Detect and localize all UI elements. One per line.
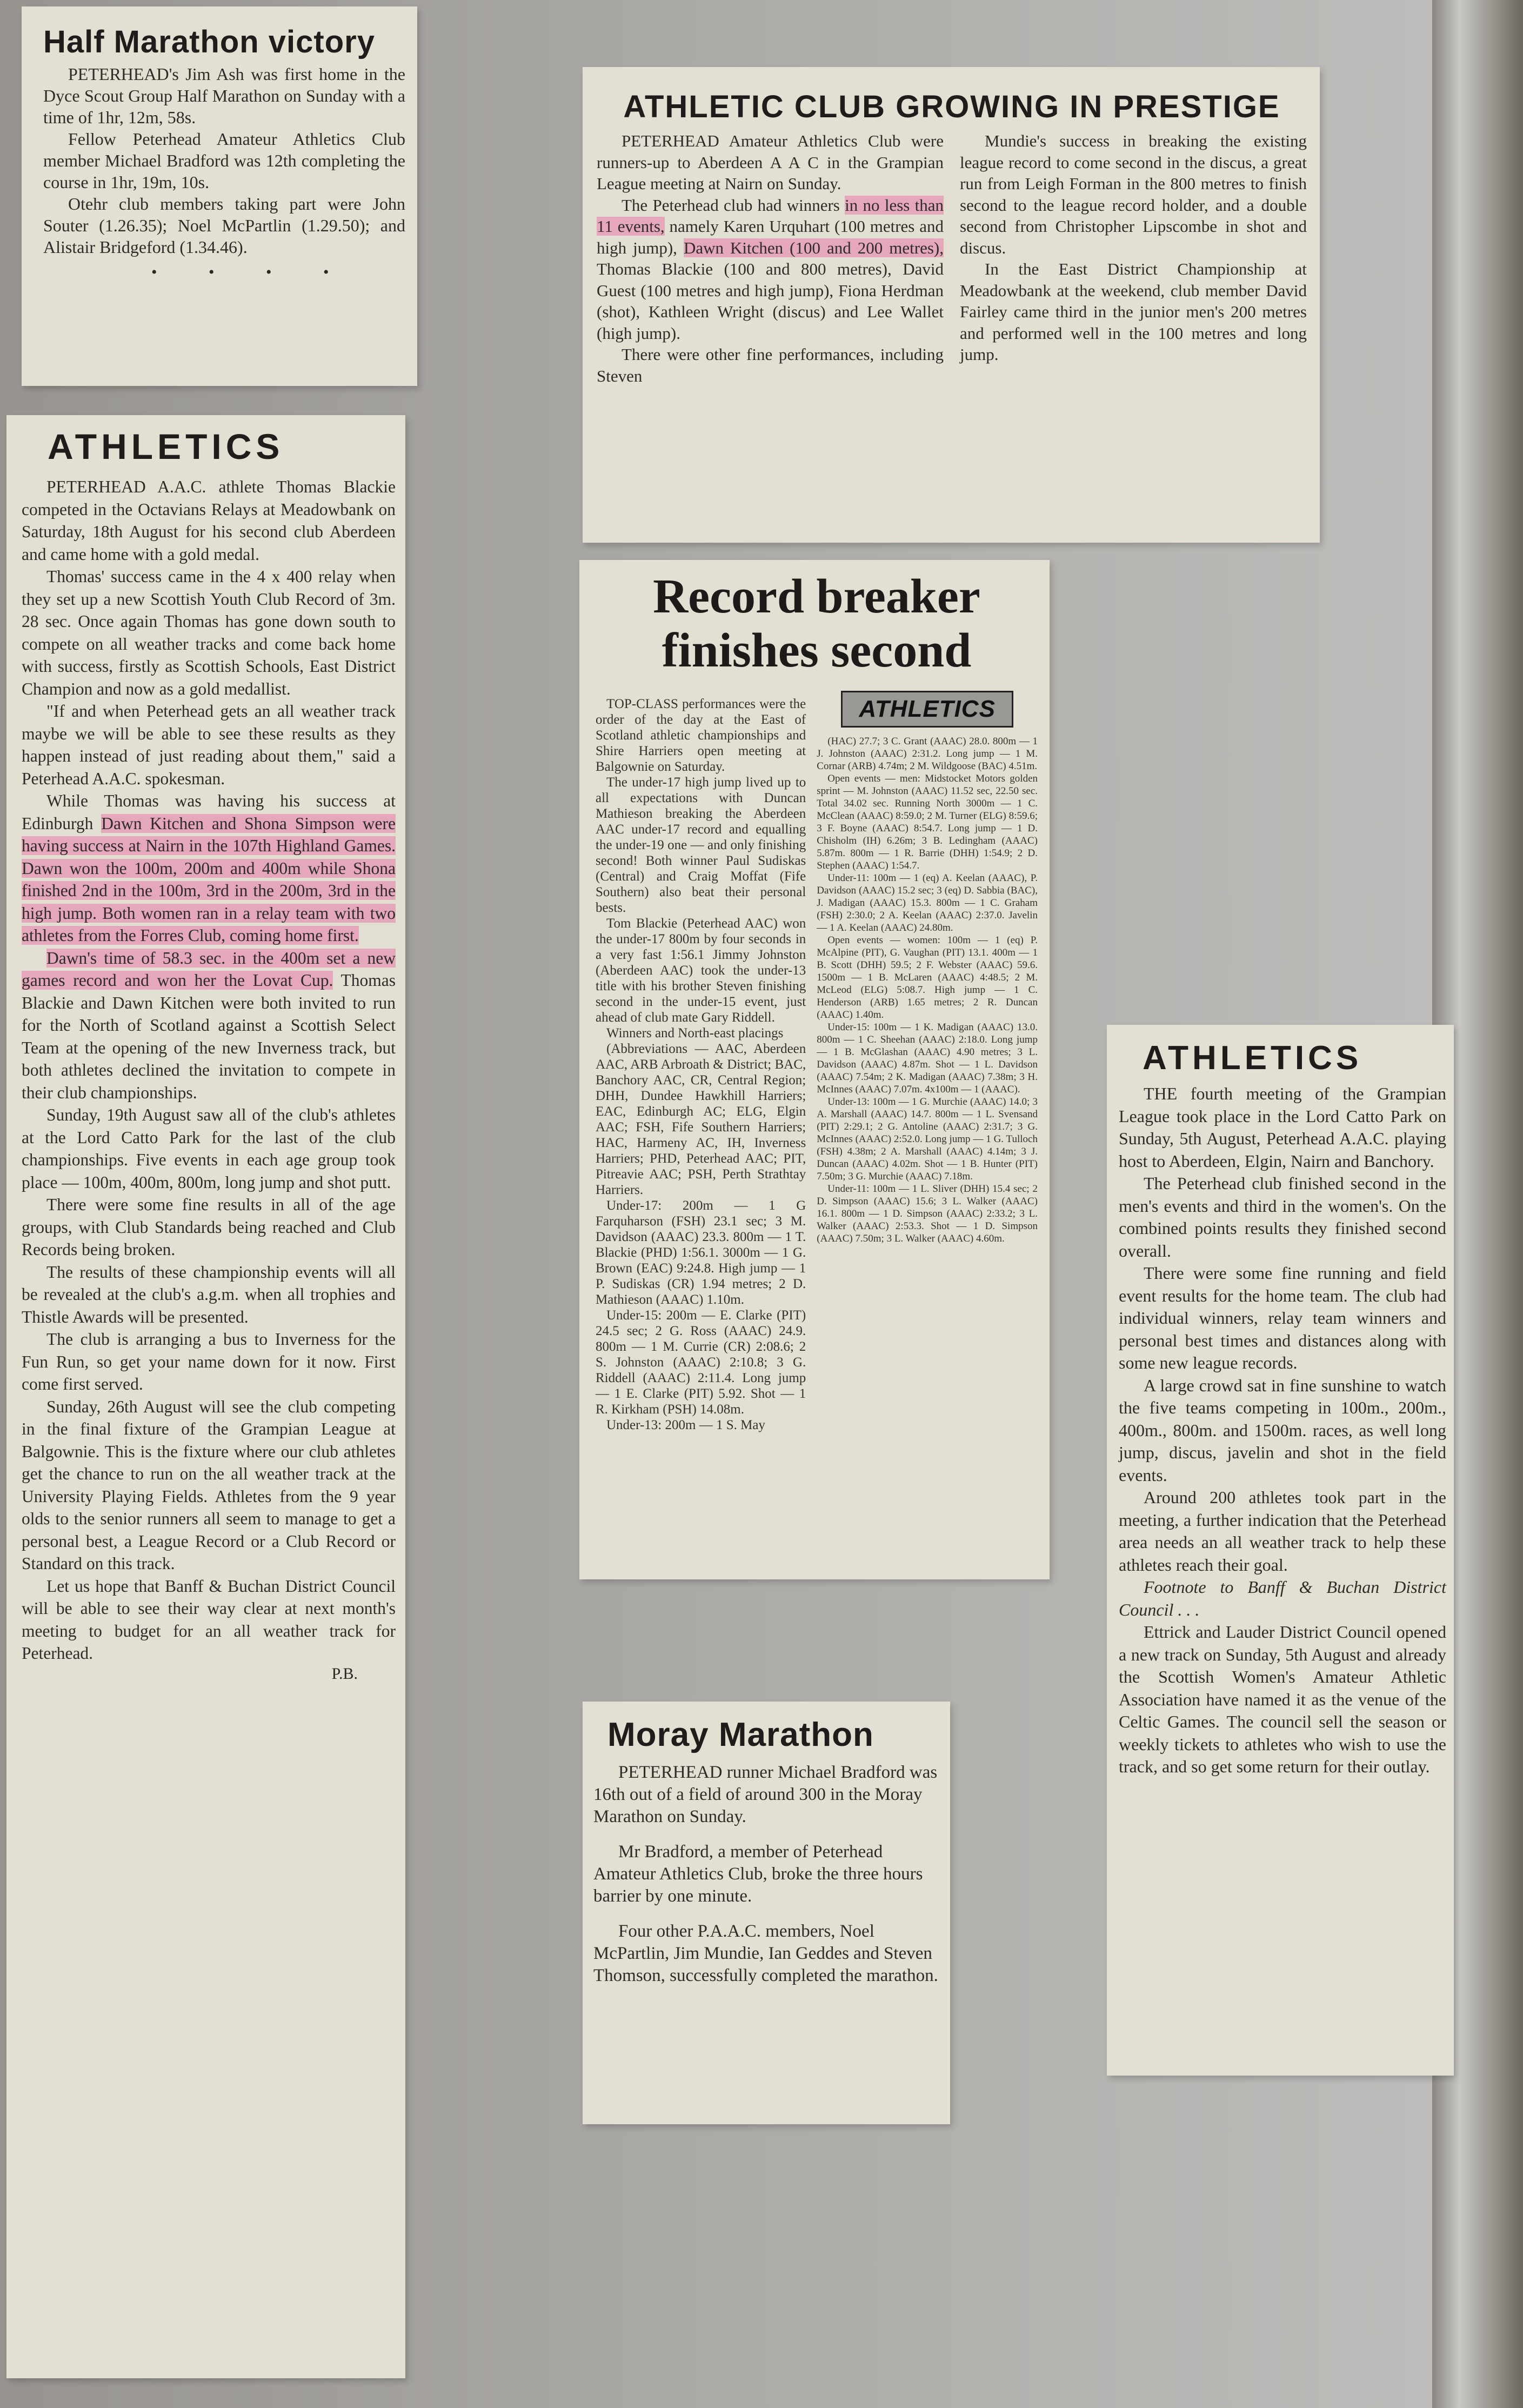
- paragraph: PETERHEAD A.A.C. athlete Thomas Blackie competed in the Octavians Relays at Meadowbank on Saturday, 18th August for his second club Aberdeen and came home with a gold medal.: [22, 477, 396, 564]
- highlighted-text: in no less than 11 events,: [597, 195, 944, 236]
- paragraph: TOP-CLASS performances were the order of the day at the East of Scotland athletic championships and Shire Harriers open meeting at Balgownie on Saturday.: [596, 697, 806, 774]
- paragraph: Under-13: 200m — 1 S. May: [606, 1418, 765, 1432]
- paragraph: There were other fine performances, including Steven: [597, 345, 944, 385]
- paragraph: The Peterhead club finished second in the men's events and third in the women's. On the combined points results they finished second overall.: [1119, 1173, 1446, 1260]
- paragraph: [22, 947, 396, 1104]
- clipping-athletics-left: [6, 415, 405, 2378]
- paragraph: Tom Blackie (Peterhead AAC) won the under-17 800m by four seconds in a very fast 1:56.1 Jimmy Johnston (Aberdeen AAC) took the under-13 title with his brother Steven finishing second in the under-15 event, just ahead of club mate Gary Riddell.: [596, 916, 806, 1025]
- paragraph: "If and when Peterhead gets an all weather track maybe we will be able to see these results as they happen instead of just reading about them," said a Peterhead A.A.C. spokesman.: [22, 702, 396, 788]
- text-run: Thomas Blackie and Dawn Kitchen were both invited to run for the North of Scotland against a Scottish Select Team at the opening of the new Inverness track, but both athletes declined the invitation to compete in their club championships.: [22, 971, 396, 1102]
- text-run: namely Karen Urquhart (100 metres and high jump),: [597, 217, 944, 257]
- paragraph: The results of these championship events will all be revealed at the club's a.g.m. when all trophies and Thistle Awards will be presented.: [22, 1262, 396, 1326]
- paragraph: Footnote to Banff & Buchan District Council . . .: [1119, 1577, 1446, 1619]
- results-list: [817, 735, 1038, 1245]
- paragraph: Under-17: 200m — 1 G Farquharson (FSH) 23.1 sec; 3 M. Davidson (AAAC) 23.3. 800m — 1 T. Blackie (PHD) 1:56.1. 3000m — 1 G. Brown (EAC) 9:24.8. High jump — 1 P. Sudiskas (CR) 1.94 metres; 2 D. Mathieson (AAAC) 1.10m.: [596, 1198, 806, 1307]
- ornament: • • • •: [151, 263, 353, 281]
- athletics-badge: ATHLETICS: [841, 691, 1013, 728]
- paragraph: (HAC) 27.7; 3 C. Grant (AAAC) 28.0. 800m — 1 J. Johnston (AAAC) 2:31.2. Long jump — 1 M. Cornar (ARB) 4.74m; 2 M. Wildgoose (BAC) 4.51m.: [817, 736, 1038, 772]
- paragraph: [22, 790, 396, 947]
- clipping-record-breaker: [579, 560, 1050, 1579]
- clipping-athletics-right: [1107, 1025, 1454, 2076]
- highlighted-text: Dawn's time of 58.3 sec. in the 400m set a new games record and won her the Lovat Cup.: [22, 948, 396, 990]
- paragraph: Open events — women: 100m — 1 (eq) P. McAlpine (PIT), G. Vaughan (PIT) 13.1. 400m — 1 B. Scott (DHH) 59.5; 2 F. Webster (AAAC) 59.6. 1500m — 1 B. McLaren (AAAC) 4:48.5; 2 M. McLeod (ELG) 5:08.7. High jump — 1 C. Henderson (ARB) 1.65 metres; 2 R. Duncan (AAAC) 1.40m.: [817, 935, 1038, 1020]
- headline-moray-marathon: Moray Marathon: [607, 1716, 874, 1753]
- paragraph: Sunday, 19th August saw all of the club's athletes at the Lord Catto Park for the last of the club championships. Five events in each age group took place — 100m, 400m, 800m, long jump and shot putt.: [22, 1105, 396, 1192]
- column-2: [960, 130, 1307, 386]
- signoff: P.B.: [331, 1664, 358, 1683]
- paragraph: THE fourth meeting of the Grampian League took place in the Lord Catto Park on Sunday, 5th August, Peterhead A.A.C. playing host to Aberdeen, Elgin, Nairn and Banchory.: [1119, 1084, 1446, 1171]
- headline-club-growing: ATHLETIC CLUB GROWING IN PRESTIGE: [623, 89, 1280, 124]
- paragraph: Under-15: 100m — 1 K. Madigan (AAAC) 13.0. 800m — 1 C. Sheehan (AAAC) 2:18.0. Long jump — 1 B. McGlashan (AAAC) 4.90 metres; 3 L. Davidson (AAAC) 4.87m. Shot — 1 L. Davidson (AAAC) 7.54m; 2 K. Madigan (AAAC) 7.38m; 3 H. McInnes (AAAC) 7.07m. 4x100m — 1 (AAAC).: [817, 1022, 1038, 1095]
- column-1: [597, 130, 944, 386]
- paragraph: PETERHEAD's Jim Ash was first home in the Dyce Scout Group Half Marathon on Sunday with a time of 1hr, 12m, 58s.: [43, 64, 405, 127]
- column-left: [596, 696, 806, 1433]
- paragraph: Under-15: 200m — E. Clarke (PIT) 24.5 sec; 2 G. Ross (AAAC) 24.9. 800m — 1 M. Currie (CR) 2:08.6; 2 S. Johnston (AAAC) 2:10.8; 3 G. Riddell (AAAC) 2:11.4. Long jump — 1 E. Clarke (PIT) 5.92. Shot — 1 R. Kirkham (PSH) 14.08m.: [596, 1308, 806, 1417]
- text-run: Thomas Blackie (100 and 800 metres), David Guest (100 metres and high jump), Fiona Herdman (shot), Kathleen Wright (discus) and Lee Wallet (high jump).: [597, 259, 944, 343]
- article-athletics-left: [22, 476, 396, 1665]
- highlighted-text: Dawn Kitchen and Shona Simpson were having success at Nairn in the 107th Highland Games. Dawn won the 100m, 200m and 400m while Shona finished 2nd in the 100m, 3rd in the 200m, 3rd in the high jump. Both women ran in a relay team with two athletes from the Forres Club, coming home first.: [22, 813, 396, 945]
- paragraph: Sunday, 26th August will see the club competing in the final fixture of the Grampian League at Balgownie. This is the fixture where our club athletes get the chance to run on the all weather track at the University Playing Fields. Athletes from the 9 year olds to the senior runners all seem to manage to get a personal best, a League Record or a Club Record or Standard on this track.: [22, 1397, 396, 1573]
- paragraph: Let us hope that Banff & Buchan District Council will be able to see their way clear at next month's meeting to budget for an all weather track for Peterhead.: [22, 1576, 396, 1663]
- article-moray-marathon: [593, 1762, 939, 1987]
- column-right: [817, 696, 1038, 1433]
- paragraph: Thomas' success came in the 4 x 400 relay when they set up a new Scottish Youth Club Record of 3m. 28 sec. Once again Thomas has gone down south to compete on all weather tracks and come back home with success, firstly as Scottish Schools, East District Champion and now as a gold medallist.: [22, 567, 396, 698]
- headline-athletics-right: ATHLETICS: [1143, 1039, 1362, 1077]
- paragraph: Four other P.A.A.C. members, Noel McPartlin, Jim Mundie, Ian Geddes and Steven Thomson, successfully completed the marathon.: [593, 1922, 938, 1985]
- clipping-club-growing: [583, 67, 1320, 543]
- paragraph: Around 200 athletes took part in the meeting, a further indication that the Peterhead area needs an all weather track to help these athletes reach their goal.: [1119, 1488, 1446, 1575]
- paragraph: Under-13: 100m — 1 G. Murchie (AAAC) 14.0; 3 A. Marshall (AAAC) 14.7. 800m — 1 L. Svensand (PIT) 2:29.1; 2 G. Antoline (AAAC) 2:31.7; 3 G. McInnes (AAAC) 2:52.0. Long jump — 1 G. Tulloch (FSH) 4.38m; 2 A. Marshall (AAAC) 4.14m; 3 J. Duncan (AAAC) 4.02m. Shot — 1 B. Hunter (PIT) 7.50m; 3 G. Murchie (AAAC) 7.18m.: [817, 1096, 1038, 1182]
- paragraph: Under-11: 100m — 1 L. Sliver (DHH) 15.4 sec; 2 D. Simpson (AAAC) 15.6; 3 L. Walker (AAAC) 16.1. 800m — 1 D. Simpson (AAAC) 2:33.2; 3 L. Walker (AAAC) 2:53.3. Shot — 1 D. Simpson (AAAC) 7.50m; 3 L. Walker (AAAC) 4.60m.: [817, 1183, 1038, 1244]
- paragraph: Winners and North-east placings: [606, 1026, 784, 1040]
- paragraph: The under-17 high jump lived up to all expectations with Duncan Mathieson breaking the Aberdeen AAC under-17 record and equalling the under-19 one — and only finishing second! Both winner Paul Sudiskas (Central) and Craig Moffat (Fife Southern) also beat their personal bests.: [596, 775, 806, 915]
- paragraph: Open events — men: Midstocket Motors golden sprint — M. Johnston (AAAC) 11.52 sec, 22.50 sec. Total 34.02 sec. Running North 3000m — 1 C. McClean (AAAC) 8:59.0; 2 M. Turner (ELG) 8:59.6; 3 F. Boyne (AAAC) 8:54.7. Long jump — 1 D. Chisholm (IH) 6.26m; 3 B. Ledingham (AAAC) 5.87m. 800m — 1 R. Barrie (DHH) 1:54.9; 2 D. Stephen (AAAC) 1:54.7.: [817, 773, 1038, 871]
- paragraph: Ettrick and Lauder District Council opened a new track on Sunday, 5th August and already the Scottish Women's Amateur Athletic Association have named it as the venue of the Celtic Games. The council sell the season or weekly tickets to athletes who wish to use the track, and so get some return for their outlay.: [1119, 1622, 1446, 1776]
- paragraph: A large crowd sat in fine sunshine to watch the five teams competing in 100m., 200m., 400m., 800m. and 1500m. races, as well long jump, discus, javelin and shot in the field events.: [1119, 1375, 1446, 1485]
- paragraph: Otehr club members taking part were John Souter (1.26.35); Noel McPartlin (1.29.50); and Alistair Bridgeford (1.34.46).: [43, 194, 405, 257]
- highlighted-text: Dawn Kitchen (100 and 200 metres),: [683, 238, 944, 257]
- headline-half-marathon: Half Marathon victory: [43, 24, 375, 59]
- clipping-half-marathon: [22, 6, 417, 386]
- paragraph: Mr Bradford, a member of Peterhead Amateur Athletics Club, broke the three hours barrier by one minute.: [593, 1842, 923, 1906]
- article-half-marathon: [43, 63, 405, 258]
- paragraph: Mundie's success in breaking the existing league record to come second in the discus, a great run from Leigh Forman in the 800 metres to finish second to the league record holder, and a double second from Christopher Lipscombe in shot and discus.: [960, 131, 1307, 257]
- paragraph: Under-11: 100m — 1 (eq) A. Keelan (AAAC), P. Davidson (AAAC) 15.2 sec; 3 (eq) D. Sabbia (BAC), J. Madigan (AAAC) 15.3. 800m — 1 C. Graham (FSH) 2:30.0; 2 A. Keelan (AAAC) 2:37.0. Javelin — 1 A. Keelan (AAAC) 24.80m.: [817, 872, 1038, 933]
- text-run: The Peterhead club had winners: [622, 195, 845, 215]
- paragraph: There were some fine results in all of the age groups, with Club Standards being reached and Club Records being broken.: [22, 1195, 396, 1259]
- paragraph: Fellow Peterhead Amateur Athletics Club member Michael Bradford was 12th completing the course in 1hr, 19m, 10s.: [43, 129, 405, 192]
- article-club-growing: [597, 130, 1307, 386]
- paragraph: In the East District Championship at Meadowbank at the weekend, club member David Fairley came third in the junior men's 200 metres and performed well in the 100 metres and long jump.: [960, 259, 1307, 364]
- headline-athletics-left: ATHLETICS: [48, 426, 284, 466]
- record-breaker-body: [596, 696, 1038, 1433]
- paragraph: PETERHEAD Amateur Athletics Club were runners-up to Aberdeen A A C in the Grampian League meeting at Nairn on Sunday.: [597, 131, 944, 193]
- paragraph: [597, 195, 944, 344]
- headline-record-breaker: Record breaker finishes second: [653, 570, 980, 677]
- paragraph: The club is arranging a bus to Inverness for the Fun Run, so get your name down for it now. First come first served.: [22, 1330, 396, 1393]
- clipping-moray-marathon: [583, 1702, 950, 2124]
- paragraph: (Abbreviations — AAC, Aberdeen AAC, ARB Arbroath & District; BAC, Banchory AAC, CR, Central Region; DHH, Dundee Hawkhill Harriers; EAC, Edinburgh AC; ELG, Elgin AAC; FSH, Fife Southern Harriers; HAC, Harmeny AC, IH, Inverness Harriers; PHD, Peterhead AAC; PIT, Pitreavie AAC; PSH, Perth Strathtay Harriers.: [596, 1042, 806, 1197]
- article-athletics-right: [1119, 1083, 1446, 1778]
- paragraph: PETERHEAD runner Michael Bradford was 16th out of a field of around 300 in the Moray Marathon on Sunday.: [593, 1763, 938, 1826]
- text-run: While Thomas was having his success at Edinburgh: [22, 791, 396, 833]
- paragraph: There were some fine running and field event results for the home team. The club had individual winners, relay team winners and personal best times and distances along with some new league records.: [1119, 1263, 1446, 1372]
